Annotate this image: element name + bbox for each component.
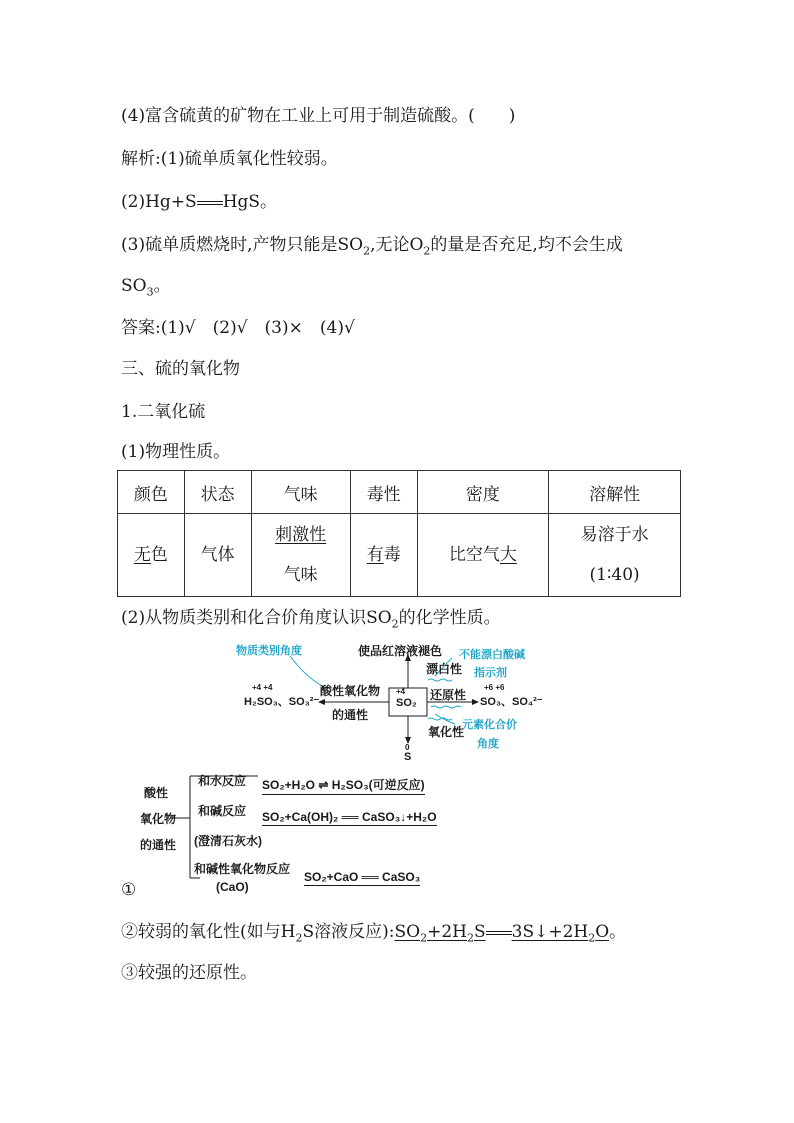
equals-sign bbox=[486, 928, 512, 938]
table-header: 毒性 bbox=[350, 471, 417, 514]
item-1-marker: ① bbox=[121, 880, 137, 900]
tree-equation-water: SO₂+H₂O ⇌ H₂SO₃(可逆反应) bbox=[262, 776, 425, 795]
tree-branch-base: 和碱反应 bbox=[198, 804, 247, 818]
analysis-1: 解析:(1)硫单质氧化性较弱。 bbox=[121, 149, 338, 169]
tree-root-2: 氧化物 bbox=[140, 812, 177, 826]
table-cell: 气体 bbox=[184, 514, 251, 597]
reducing-label: 还原性 bbox=[430, 688, 467, 702]
table-cell: 无色 bbox=[118, 514, 185, 597]
section-heading: 三、硫的氧化物 bbox=[121, 359, 240, 379]
analysis-3: (3)硫单质燃烧时,产物只能是$SO_2$,无论$O_2$的量是否充足,均不会生成 bbox=[121, 235, 623, 258]
right-products: SO₃、SO₄²⁻ bbox=[480, 696, 543, 708]
analysis-2: (2)Hg+S HgS。 bbox=[121, 192, 278, 212]
oxidizing-label: 氧化性 bbox=[428, 725, 465, 739]
tree-equation-base: SO₂+Ca(OH)₂ ══ CaSO₃↓+H₂O bbox=[262, 810, 437, 824]
center-oxidation-state: +4 bbox=[396, 687, 406, 696]
left-products: H₂SO₃、SO₃²⁻ bbox=[244, 696, 320, 708]
angle-valence-label-2: 角度 bbox=[477, 738, 499, 750]
bleaching-label: 漂白性 bbox=[426, 662, 463, 676]
note-indicator-2: 指示剂 bbox=[474, 667, 507, 679]
subsection-heading: 1.二氧化硫 bbox=[121, 402, 206, 422]
note-indicator-1: 不能漂白酸碱 bbox=[459, 649, 525, 661]
table-cell: 有毒 bbox=[350, 514, 417, 597]
answer: 答案:(1)√ (2)√ (3)× (4)√ bbox=[121, 318, 355, 338]
center-so2: SO₂ bbox=[396, 697, 417, 709]
tree-root-3: 的通性 bbox=[140, 838, 177, 852]
tree-branch-water: 和水反应 bbox=[198, 774, 247, 788]
angle-valence-label: 元素化合价 bbox=[462, 719, 517, 731]
bottom-oxidation-state: 0 bbox=[405, 743, 410, 752]
table-cell: 比空气大 bbox=[417, 514, 549, 597]
physical-properties-table bbox=[117, 470, 681, 597]
table-header: 气味 bbox=[251, 471, 350, 514]
chemical-properties-heading: (2)从物质类别和化合价角度认识$SO_2$的化学性质。 bbox=[121, 608, 501, 631]
oxidizing-property: ②较弱的氧化性(如与$H_2S$溶液反应)$:SO_2+2H_2S$ $3S↓+2H_2O$。 bbox=[121, 922, 627, 945]
table-cell: 刺激性 气味 bbox=[251, 514, 350, 597]
equals-sign bbox=[197, 198, 223, 208]
so2-property-diagram bbox=[230, 636, 560, 766]
tree-branch-basic-oxide: 和碱性氧化物反应 bbox=[194, 862, 291, 876]
bottom-sulfur: S bbox=[404, 751, 412, 763]
question-4: (4)富含硫黄的矿物在工业上可用于制造硫酸。( ) bbox=[121, 106, 516, 126]
table-cell: 易溶于水 (1∶40) bbox=[549, 514, 681, 597]
reducing-property: ③较强的还原性。 bbox=[121, 963, 257, 983]
table-header: 溶解性 bbox=[549, 471, 681, 514]
right-oxidation-states: +6 +6 bbox=[484, 683, 505, 692]
table-header: 密度 bbox=[417, 471, 549, 514]
oxidizing-equation: $SO_2+2H_2S$ $3S↓+2H_2O$ bbox=[394, 922, 610, 945]
bleach-effect-label: 使品红溶液褪色 bbox=[358, 644, 443, 658]
analysis-3-cont: $SO_3$。 bbox=[121, 276, 171, 299]
generality-label: 的通性 bbox=[332, 708, 369, 722]
tree-equation-basic-oxide: SO₂+CaO ══ CaSO₃ bbox=[304, 870, 421, 884]
tree-branch-basic-oxide-note: (CaO) bbox=[216, 880, 249, 894]
table-header: 状态 bbox=[184, 471, 251, 514]
table-header: 颜色 bbox=[118, 471, 185, 514]
physical-properties-heading: (1)物理性质。 bbox=[121, 442, 231, 462]
tree-branch-base-note: (澄清石灰水) bbox=[194, 834, 262, 848]
acid-oxide-label: 酸性氧化物 bbox=[320, 684, 381, 698]
acid-oxide-tree bbox=[130, 768, 450, 898]
angle-category-label: 物质类别角度 bbox=[236, 645, 302, 657]
left-oxidation-states: +4 +4 bbox=[252, 683, 273, 692]
tree-root-1: 酸性 bbox=[144, 786, 169, 800]
